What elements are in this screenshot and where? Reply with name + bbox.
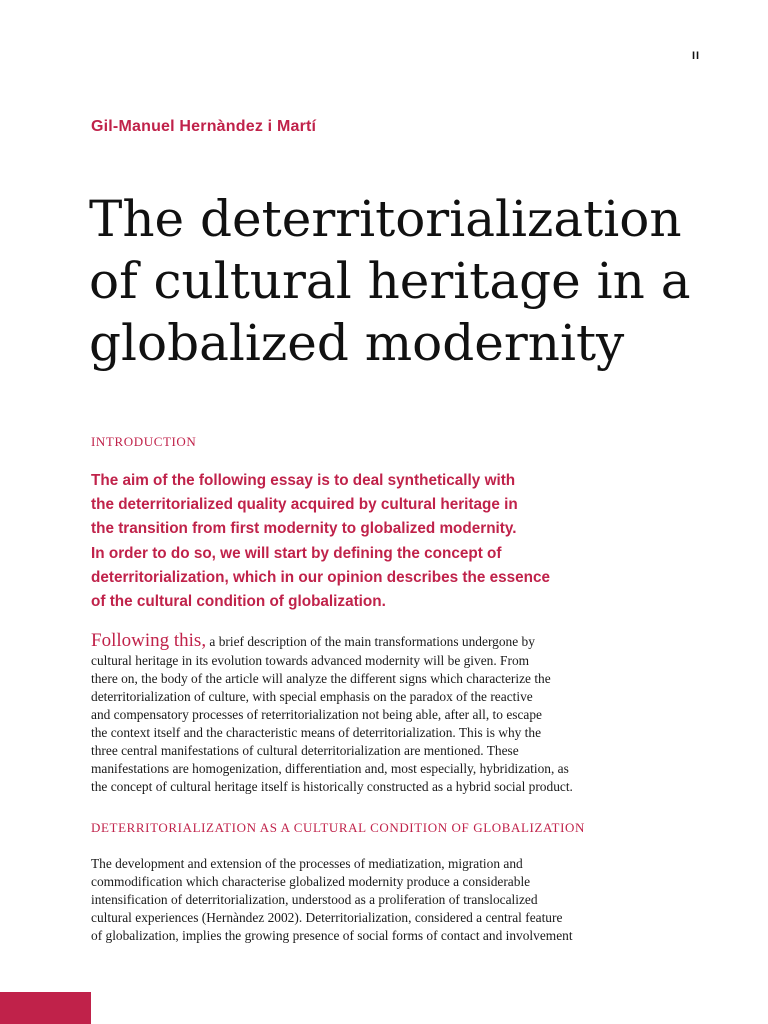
author-name: Gil-Manuel Hernàndez i Martí <box>91 118 317 135</box>
abstract-line: the transition from first modernity to globalized modernity. <box>91 520 517 538</box>
body-line: of globalization, implies the growing presence of social forms of contact and involvement <box>91 928 573 943</box>
body-line: the concept of cultural heritage itself is historically constructed as a hybrid social product. <box>91 779 573 794</box>
body-line: the context itself and the characteristic means of deterritorialization. This is why the <box>91 725 542 740</box>
title-line: The deterritorialization <box>89 190 682 248</box>
body-paragraph-2 <box>91 855 691 945</box>
article-title <box>89 188 749 374</box>
body-line: cultural experiences (Hernàndez 2002). Deterritorialization, considered a central feature <box>91 910 563 925</box>
abstract-line: The aim of the following essay is to deal synthetically with <box>91 472 516 489</box>
title-line: globalized modernity <box>89 314 625 372</box>
first-line-text: a brief description of the main transformations undergone by <box>206 634 535 649</box>
body-line: commodification which characterise globalized modernity produce a considerable <box>91 874 531 889</box>
body-line: there on, the body of the article will analyze the different signs which characterize the <box>91 671 551 686</box>
paragraph-first-line <box>91 631 691 652</box>
body-line: cultural heritage in its evolution towards advanced modernity will be given. From <box>91 653 530 668</box>
body-line: The development and extension of the processes of mediatization, migration and <box>91 856 523 871</box>
body-paragraph-1 <box>91 631 691 796</box>
body-line: three central manifestations of cultural deterritorialization are mentioned. These <box>91 743 519 758</box>
decorative-corner-block <box>0 992 91 1024</box>
title-line: of cultural heritage in a <box>89 252 691 310</box>
abstract-line: of the cultural condition of globalization. <box>91 593 386 611</box>
page-number: II <box>692 50 701 62</box>
abstract-paragraph <box>91 469 691 614</box>
section-heading-deterritorialization: DETERRITORIALIZATION AS A CULTURAL CONDITION OF GLOBALIZATION <box>91 820 585 835</box>
abstract-line: In order to do so, we will start by defining the concept of <box>91 544 502 562</box>
abstract-line: deterritorialization, which in our opinion describes the essence <box>91 568 551 586</box>
section-heading-introduction: INTRODUCTION <box>91 434 197 449</box>
body-line: manifestations are homogenization, differentiation and, most especially, hybridization, as <box>91 761 569 776</box>
lead-in-text: Following this, <box>91 630 207 651</box>
body-line: and compensatory processes of reterritorialization not being able, after all, to escape <box>91 707 543 722</box>
body-line: intensification of deterritorialization, understood as a proliferation of translocalized <box>91 892 538 907</box>
body-line: deterritorialization of culture, with special emphasis on the paradox of the reactive <box>91 689 533 704</box>
abstract-line: the deterritorialized quality acquired by cultural heritage in <box>91 496 518 514</box>
